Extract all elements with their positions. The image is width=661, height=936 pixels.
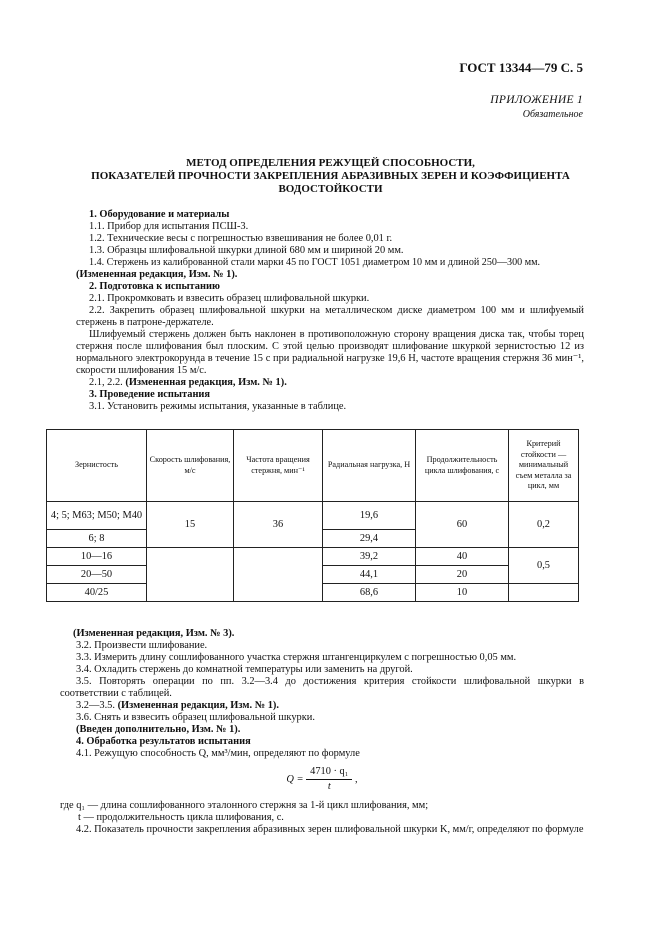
section-heading: 3. Проведение испытания: [89, 389, 211, 400]
table-cell: 10—16: [47, 548, 147, 566]
paragraph: 4.1. Режущую способность Q, мм³/мин, определяют по формуле: [76, 748, 360, 759]
paragraph: 1.2. Технические весы с погрешностью взвешивания не более 0,01 г.: [89, 233, 393, 244]
appendix-label: [490, 94, 583, 120]
table-header-cell: Скорость шлифования, м/с: [147, 430, 234, 502]
table-cell: 44,1: [323, 566, 416, 584]
table-cell: [234, 548, 323, 602]
table-cell: 40: [416, 548, 509, 566]
document-body: [76, 209, 584, 413]
paragraph: Шлифуемый стержень должен быть наклонен в противоположную сторону вращения диска так, чтобы торец стержня после шлифования был плоским. С этой целью производят шлифование шкуркой зернистостью 12 из нормального электрокорунда в течение 15 с при радиальной нагрузке 19,6 Н, частоте вращения стержня 36 мин⁻¹, скорости шлифования 15 м/с.: [76, 329, 584, 376]
appendix-status: Обязательное: [522, 109, 583, 120]
paragraph: t — продолжительность цикла шлифования, с.: [78, 812, 284, 823]
title-line: ВОДОСТОЙКОСТИ: [278, 183, 383, 195]
edit-ref: 2.1, 2.2.: [89, 377, 123, 388]
edit-note: (Введен дополнительно, Изм. № 1).: [76, 724, 241, 735]
table-row: [47, 548, 579, 566]
edit-note: [60, 700, 584, 712]
paragraph: 3.1. Установить режимы испытания, указанные в таблице.: [89, 401, 347, 412]
table-cell: 20: [416, 566, 509, 584]
section-heading: 4. Обработка результатов испытания: [76, 736, 251, 747]
section-heading: 1. Оборудование и материалы: [89, 209, 230, 220]
test-modes-table: [46, 429, 579, 602]
table-header-row: [47, 430, 579, 502]
title-line: ПОКАЗАТЕЛЕЙ ПРОЧНОСТИ ЗАКРЕПЛЕНИЯ АБРАЗИВНЫХ ЗЕРЕН И КОЭФФИЦИЕНТА: [91, 170, 570, 182]
paragraph: где q₁ — длина сошлифованного эталонного стержня за 1-й цикл шлифования, мм;: [60, 800, 429, 811]
edit-note: (Измененная редакция, Изм. № 3).: [73, 628, 235, 639]
table-cell: 10: [416, 584, 509, 602]
table-header-cell: Зернистость: [47, 430, 147, 502]
table-cell: 4; 5; М63; М50; М40: [47, 502, 147, 530]
appendix-number: ПРИЛОЖЕНИЕ 1: [490, 94, 583, 106]
paragraph: 3.6. Снять и взвесить образец шлифовальной шкурки.: [76, 712, 315, 723]
table-cell: 20—50: [47, 566, 147, 584]
edit-note: (Измененная редакция, Изм. № 1).: [76, 269, 238, 280]
table-cell: 0,5: [509, 548, 579, 584]
formula-denominator: t: [327, 781, 331, 792]
formula-fraction: [306, 766, 352, 793]
title-line: МЕТОД ОПРЕДЕЛЕНИЯ РЕЖУЩЕЙ СПОСОБНОСТИ,: [186, 157, 475, 169]
paragraph: 3.3. Измерить длину сошлифованного участка стержня штангенциркулем с погрешностью 0,05 мм.: [76, 652, 517, 663]
paragraph: 3.5. Повторять операции по пп. 3.2—3.4 до достижения критерия стойкости шлифовальной шкурки в соответствии с таблицей.: [60, 676, 584, 699]
table-header-cell: Частота вращения стержня, мин⁻¹: [234, 430, 323, 502]
table-cell: 19,6: [323, 502, 416, 530]
table-cell: [509, 584, 579, 602]
formula-tail: ,: [355, 773, 358, 785]
table-cell: 39,2: [323, 548, 416, 566]
paragraph: 2.2. Закрепить образец шлифовальной шкурки на металлическом диске диаметром 100 мм и шлифуемый стержень в патроне-держателе.: [76, 305, 584, 328]
table-cell: 29,4: [323, 530, 416, 548]
table-cell: 60: [416, 502, 509, 548]
edit-label: (Измененная редакция, Изм. № 1).: [117, 700, 279, 711]
table-header-cell: Критерий стойкости — минимальный съем металла за цикл, мм: [509, 430, 579, 502]
table-cell: 0,2: [509, 502, 579, 548]
document-body-continued: [60, 628, 584, 836]
formula-numerator: 4710 · q₁: [306, 766, 352, 780]
formula-lhs: Q =: [286, 773, 304, 785]
edit-label: (Измененная редакция, Изм. № 1).: [125, 377, 287, 388]
edit-note: [76, 377, 584, 389]
table-cell: [147, 548, 234, 602]
paragraph: 2.1. Прокромковать и взвесить образец шлифовальной шкурки.: [89, 293, 370, 304]
edit-ref: 3.2—3.5.: [76, 700, 115, 711]
paragraph: 1.4. Стержень из калиброванной стали марки 45 по ГОСТ 1051 диаметром 10 мм и длиной 250—300 мм.: [89, 257, 540, 268]
paragraph: 1.3. Образцы шлифовальной шкурки длиной 680 мм и шириной 20 мм.: [89, 245, 404, 256]
table-header-cell: Радиальная нагрузка, Н: [323, 430, 416, 502]
paragraph: 3.4. Охладить стержень до комнатной температуры или заменить на другой.: [76, 664, 413, 675]
page-header: ГОСТ 13344—79 С. 5: [459, 60, 583, 75]
table-cell: 36: [234, 502, 323, 548]
paragraph: 4.2. Показатель прочности закрепления абразивных зерен шлифовальной шкурки K, мм/г, определяют по формуле: [76, 824, 584, 835]
table-header-cell: Продолжительность цикла шлифования, с: [416, 430, 509, 502]
table-cell: 40/25: [47, 584, 147, 602]
section-heading: 2. Подготовка к испытанию: [89, 281, 220, 292]
paragraph: 1.1. Прибор для испытания ПСШ-3.: [89, 221, 249, 232]
formula-q: [60, 766, 584, 796]
table-row: [47, 502, 579, 530]
table-cell: 68,6: [323, 584, 416, 602]
document-title: [0, 157, 661, 196]
table-cell: 6; 8: [47, 530, 147, 548]
paragraph: 3.2. Произвести шлифование.: [76, 640, 208, 651]
table-cell: 15: [147, 502, 234, 548]
